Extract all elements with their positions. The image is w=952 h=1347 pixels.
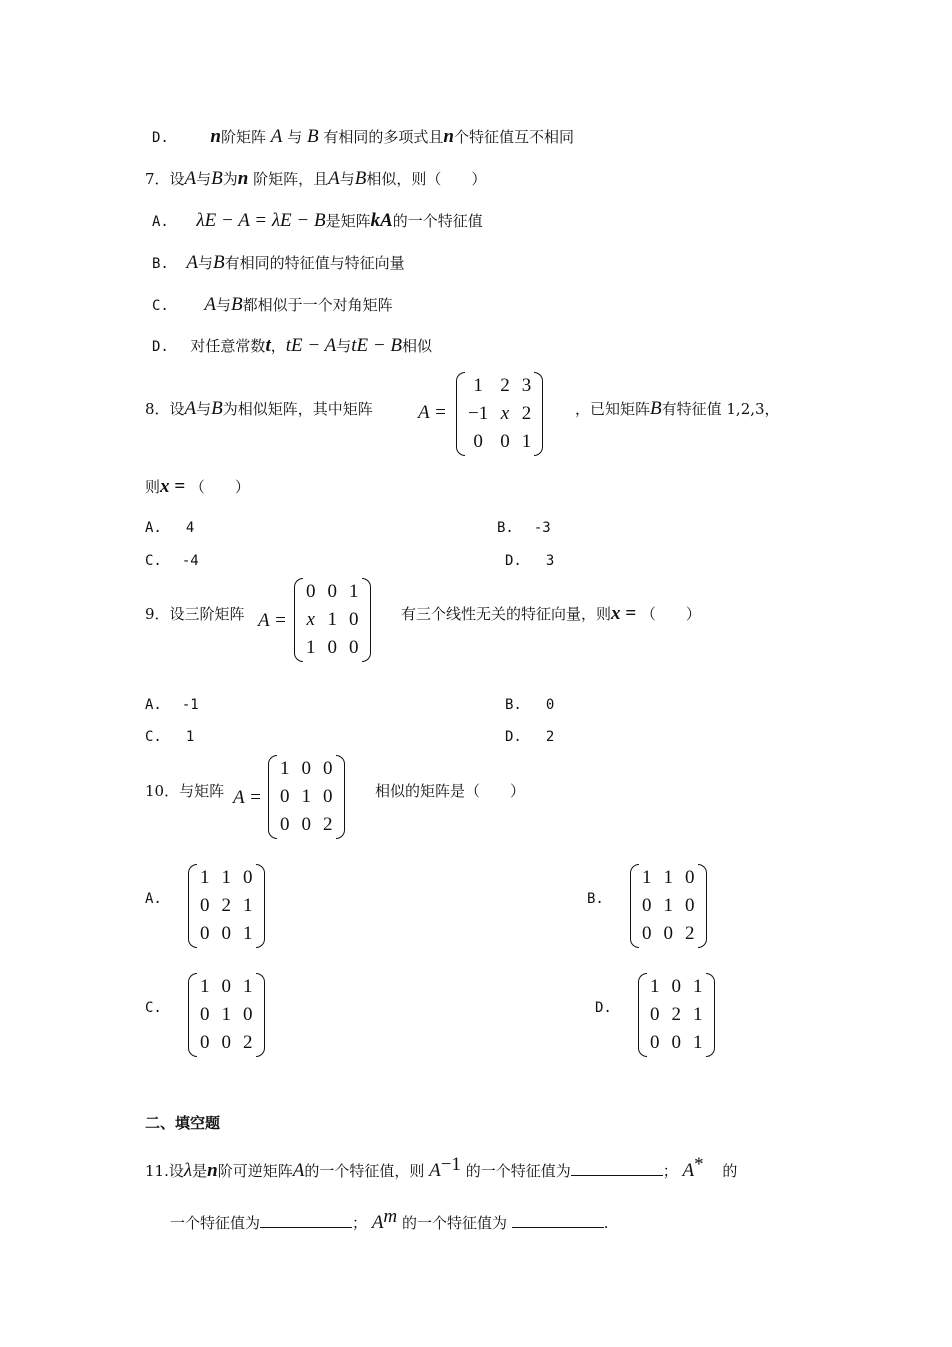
matrix-cell: 1 bbox=[663, 867, 673, 888]
answer-blank-3[interactable] bbox=[512, 1213, 604, 1228]
q8-matrix-eq: A = bbox=[418, 402, 447, 423]
option-label: A. bbox=[145, 520, 162, 536]
matrix-cell: 0 bbox=[671, 976, 681, 997]
matrix-cell: 2 bbox=[221, 895, 231, 916]
matrix-cell: 0 bbox=[221, 923, 231, 944]
matrix-grid bbox=[194, 864, 259, 948]
q6-option-d: D. n阶矩阵 A 与 B 有相同的多项式且n个特征值互不相同 bbox=[152, 126, 574, 147]
matrix-grid bbox=[300, 578, 365, 662]
q10-option-d-matrix bbox=[638, 973, 715, 1057]
left-paren bbox=[294, 578, 303, 662]
q8-option-a bbox=[145, 520, 194, 536]
matrix-cell: 2 bbox=[243, 1032, 253, 1053]
option-label: D. bbox=[505, 553, 522, 569]
option-value: -1 bbox=[181, 697, 199, 713]
matrix-cell: 1 bbox=[349, 581, 359, 602]
matrix-cell: 1 bbox=[243, 895, 253, 916]
q7-stem: 7．设A与B为n 阶矩阵，且A与B相似，则（ ） bbox=[145, 168, 487, 189]
q8-matrix bbox=[456, 372, 543, 456]
matrix-cell: 2 bbox=[685, 923, 695, 944]
matrix-cell: 1 bbox=[663, 895, 673, 916]
option-value: 3 bbox=[545, 553, 555, 569]
matrix-cell: 0 bbox=[349, 637, 359, 658]
q7-option-b: B. A与B有相同的特征值与特征向量 bbox=[152, 252, 405, 273]
matrix-cell: 0 bbox=[323, 758, 333, 779]
right-paren bbox=[256, 973, 265, 1057]
answer-blank-1[interactable] bbox=[571, 1161, 663, 1176]
matrix-cell: 1 bbox=[243, 976, 253, 997]
matrix-cell: 0 bbox=[473, 431, 483, 452]
q10-stem-right: 相似的矩阵是（ ） bbox=[375, 782, 526, 800]
matrix-cell: 0 bbox=[642, 923, 652, 944]
matrix-cell: 0 bbox=[327, 581, 337, 602]
matrix-grid bbox=[644, 973, 709, 1057]
matrix-cell: 0 bbox=[650, 1004, 660, 1025]
left-paren bbox=[638, 973, 647, 1057]
matrix-cell: 0 bbox=[200, 895, 210, 916]
option-label: C. bbox=[152, 298, 169, 314]
matrix-cell: 0 bbox=[200, 1004, 210, 1025]
matrix-cell: 0 bbox=[685, 867, 695, 888]
q10-stem-left: 10．与矩阵 bbox=[145, 782, 225, 800]
matrix-cell: 0 bbox=[243, 1004, 253, 1025]
q8-then: 则x = （ ） bbox=[145, 476, 250, 497]
option-value: 2 bbox=[545, 729, 555, 745]
matrix-cell: 0 bbox=[306, 581, 316, 602]
right-paren bbox=[362, 578, 371, 662]
matrix-cell: x bbox=[306, 609, 315, 630]
left-paren bbox=[268, 755, 277, 839]
matrix-cell: 1 bbox=[221, 867, 231, 888]
matrix-cell: 3 bbox=[521, 375, 532, 396]
option-label: A. bbox=[152, 214, 169, 230]
q10-option-a-label: A. bbox=[145, 891, 162, 907]
matrix-cell: 1 bbox=[650, 976, 660, 997]
q9-stem-right: 有三个线性无关的特征向量，则x = （ ） bbox=[401, 603, 701, 624]
matrix-cell: 2 bbox=[500, 375, 510, 396]
answer-blank-2[interactable] bbox=[260, 1213, 352, 1228]
matrix-cell: 2 bbox=[521, 403, 532, 424]
q8-option-c bbox=[145, 553, 199, 569]
option-label: D. bbox=[152, 130, 169, 146]
matrix-cell: 1 bbox=[243, 923, 253, 944]
q8-option-d bbox=[505, 553, 554, 569]
option-label: B. bbox=[497, 520, 514, 536]
option-label: B. bbox=[505, 697, 522, 713]
q9-option-b bbox=[505, 697, 554, 713]
option-value: 4 bbox=[185, 520, 195, 536]
q10-option-c-label: C. bbox=[145, 1000, 162, 1016]
matrix-cell: 2 bbox=[671, 1004, 681, 1025]
option-value: -4 bbox=[181, 553, 199, 569]
right-paren bbox=[256, 864, 265, 948]
q10-option-d-label: D. bbox=[595, 1000, 612, 1016]
q8-stem-right: ，已知矩阵B有特征值 1,2,3， bbox=[575, 398, 780, 419]
option-label: B. bbox=[152, 256, 169, 272]
matrix-cell: 0 bbox=[221, 1032, 231, 1053]
matrix-cell: 0 bbox=[685, 895, 695, 916]
right-paren bbox=[698, 864, 707, 948]
matrix-cell: 0 bbox=[221, 976, 231, 997]
matrix-cell: 1 bbox=[642, 867, 652, 888]
matrix-cell: 0 bbox=[650, 1032, 660, 1053]
matrix-cell: 0 bbox=[323, 786, 333, 807]
matrix-cell: 0 bbox=[349, 609, 359, 630]
q9-option-c bbox=[145, 729, 194, 745]
matrix-cell: 1 bbox=[221, 1004, 231, 1025]
option-label: C. bbox=[145, 553, 162, 569]
matrix-cell: 0 bbox=[243, 867, 253, 888]
matrix-cell: x bbox=[500, 403, 510, 424]
option-label: C. bbox=[145, 729, 162, 745]
option-value: 0 bbox=[545, 697, 555, 713]
option-label: D. bbox=[505, 729, 522, 745]
matrix-cell: 0 bbox=[200, 1032, 210, 1053]
matrix-cell: 1 bbox=[200, 976, 210, 997]
matrix-cell: 1 bbox=[200, 867, 210, 888]
q9-matrix-eq: A = bbox=[258, 610, 287, 631]
q10-option-c-matrix bbox=[188, 973, 265, 1057]
q11-line-1: 11.设λ是n阶可逆矩阵A的一个特征值，则 $A^{-1}$ 的一个特征值为 ； A* 的 bbox=[145, 1154, 738, 1181]
q7-option-c: C. A与B都相似于一个对角矩阵 bbox=[152, 294, 393, 315]
q10-option-b-label: B. bbox=[587, 891, 604, 907]
matrix-cell: 0 bbox=[642, 895, 652, 916]
q8-option-b bbox=[497, 520, 551, 536]
right-paren bbox=[534, 372, 543, 456]
matrix-cell: 1 bbox=[693, 1004, 703, 1025]
option-label: A. bbox=[145, 697, 162, 713]
right-paren bbox=[706, 973, 715, 1057]
matrix-cell: 1 bbox=[521, 431, 532, 452]
q9-option-d bbox=[505, 729, 554, 745]
q9-matrix bbox=[294, 578, 371, 662]
matrix-cell: 0 bbox=[280, 786, 290, 807]
right-paren bbox=[336, 755, 345, 839]
q10-option-b-matrix bbox=[630, 864, 707, 948]
matrix-cell: 1 bbox=[693, 976, 703, 997]
matrix-cell: 0 bbox=[301, 758, 311, 779]
matrix-cell: 0 bbox=[663, 923, 673, 944]
q9-stem-left: 9．设三阶矩阵 bbox=[145, 605, 245, 623]
section-title: 二、填空题 bbox=[145, 1114, 221, 1132]
matrix-cell: 0 bbox=[500, 431, 510, 452]
matrix-cell: 0 bbox=[280, 814, 290, 835]
left-paren bbox=[188, 864, 197, 948]
q8-stem-left: 8．设A与B为相似矩阵，其中矩阵 bbox=[145, 398, 373, 419]
left-paren bbox=[188, 973, 197, 1057]
q9-option-a bbox=[145, 697, 199, 713]
matrix-grid bbox=[274, 755, 339, 839]
matrix-grid bbox=[194, 973, 259, 1057]
matrix-cell: 1 bbox=[280, 758, 290, 779]
matrix-cell: 1 bbox=[693, 1032, 703, 1053]
q10-matrix-eq: A = bbox=[233, 787, 262, 808]
matrix-cell: 0 bbox=[301, 814, 311, 835]
q7-option-d: D. 对任意常数t，tE − A与tE − B相似 bbox=[152, 335, 433, 356]
matrix-cell: 0 bbox=[327, 637, 337, 658]
left-paren bbox=[456, 372, 465, 456]
q11-line-2: 一个特征值为 ； $A^m$ 的一个特征值为 . bbox=[170, 1206, 609, 1233]
matrix-cell: −1 bbox=[468, 403, 489, 424]
matrix-cell: 1 bbox=[306, 637, 316, 658]
option-value: -3 bbox=[533, 520, 551, 536]
option-value: 1 bbox=[185, 729, 195, 745]
left-paren bbox=[630, 864, 639, 948]
matrix-grid bbox=[636, 864, 701, 948]
option-label: D. bbox=[152, 339, 169, 355]
matrix-cell: 0 bbox=[671, 1032, 681, 1053]
q10-option-a-matrix bbox=[188, 864, 265, 948]
q10-matrix bbox=[268, 755, 345, 839]
matrix-grid bbox=[462, 372, 537, 456]
matrix-cell: 1 bbox=[301, 786, 311, 807]
matrix-cell: 1 bbox=[473, 375, 483, 396]
matrix-cell: 0 bbox=[200, 923, 210, 944]
q7-option-a: A. λE − A = λE − B是矩阵kA的一个特征值 bbox=[152, 210, 483, 231]
matrix-cell: 1 bbox=[327, 609, 337, 630]
matrix-cell: 2 bbox=[323, 814, 333, 835]
